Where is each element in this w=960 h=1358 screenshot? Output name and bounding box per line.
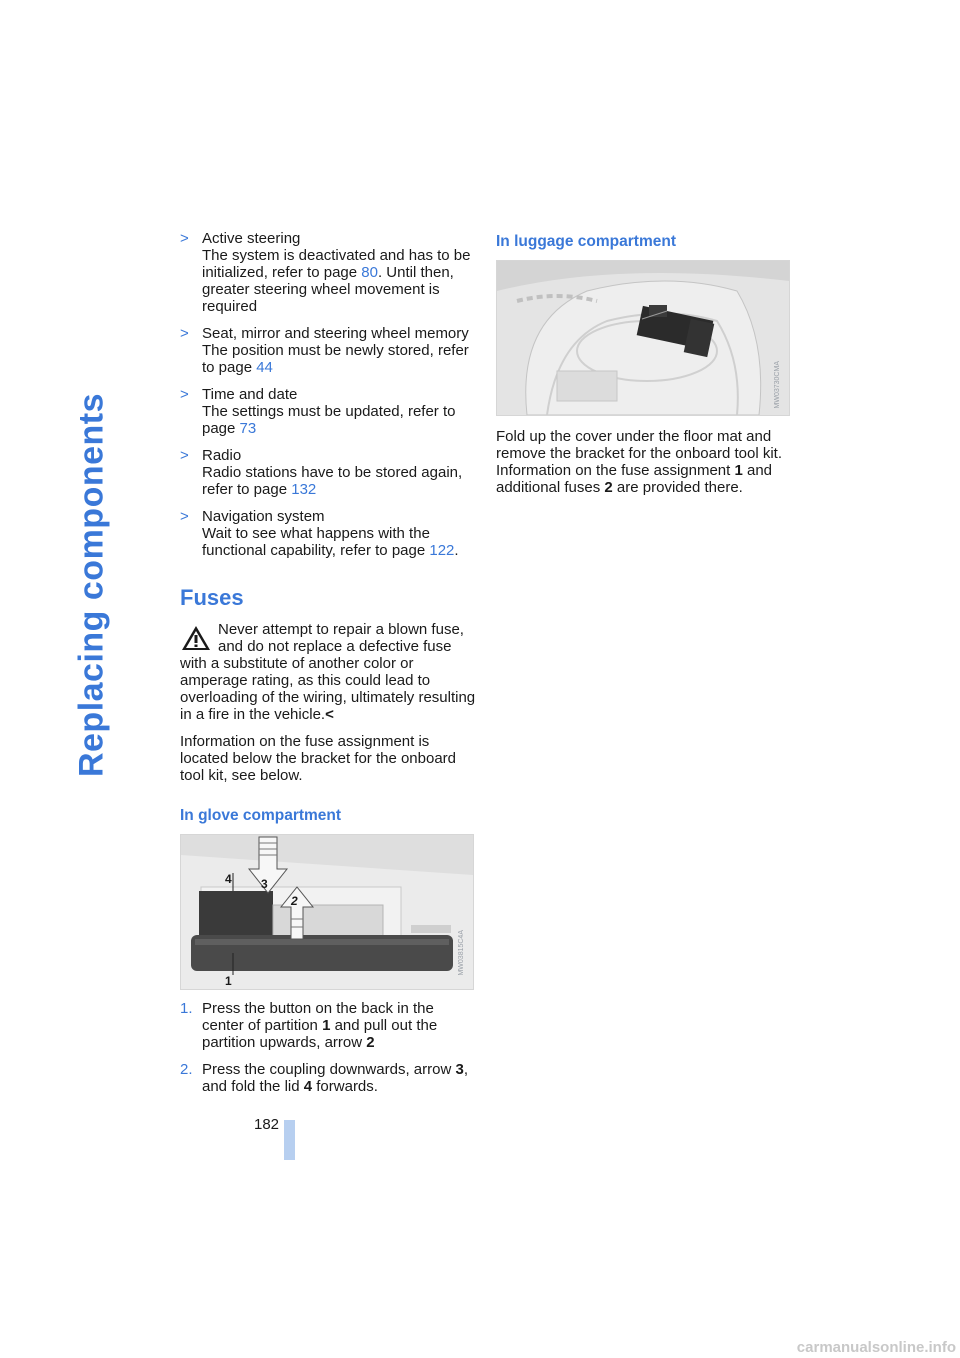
bullet-title: Time and date [202,386,298,403]
page-number: 182 [254,1116,280,1133]
callout-1: 1 [225,974,232,988]
luggage-compartment-illustration [497,261,789,415]
right-column [496,230,792,506]
luggage-text: and additional fuses [496,462,773,496]
step-text: , and fold the lid [202,1061,468,1095]
bullet-mark: > [180,325,189,342]
bullet-text: Wait to see what happens with the functional capability, refer to page [202,525,430,559]
step-text: Press the button on the back in the center of partition [202,1000,434,1034]
bullet-title: Seat, mirror and steering wheel memory [202,325,469,342]
subheading-glove-compartment: In glove compartment [180,807,342,824]
bullet-title: Active steering [202,230,301,247]
warning-text: Never attempt to repair a blown fuse, and do not replace a defective fuse with a substitute of another color or amperage rating, as this could lead to overloading of the wiring, ultimately resulting in a fire in the vehicle. [180,621,476,723]
figure-code: MW03730CMA [774,361,781,409]
figure-code: MW03815C4A [458,930,465,976]
step-text: and pull out the partition upwards, arrow [202,1017,438,1051]
step-number: 2. [180,1061,193,1078]
warning-end-mark: < [325,706,334,723]
bullet-title: Navigation system [202,508,325,525]
glove-compartment-illustration [181,835,473,989]
luggage-ref: 2 [604,479,613,496]
bullet-text-end: . Until then, greater steering wheel movement is required [202,264,454,315]
bullet-mark: > [180,508,189,525]
luggage-text: Fold up the cover under the floor mat and remove the bracket for the onboard tool kit. Information on the fuse assignment [496,428,782,479]
luggage-text: are provided there. [612,479,743,496]
bullet-mark: > [180,230,189,247]
step-number: 1. [180,1000,193,1017]
bullet-text-end: . [454,542,459,559]
bullet-text: Radio stations have to be stored again, refer to page [202,464,463,498]
callout-3: 3 [261,877,268,891]
fuse-info-text: Information on the fuse assignment is located below the bracket for the onboard tool kit, see below. [180,733,457,784]
chapter-title-text: Replacing components [72,392,111,778]
page-link[interactable]: 122 [429,542,455,559]
luggage-ref: 1 [734,462,743,479]
list-item [180,447,476,498]
list-item [180,1000,476,1051]
list-item [180,508,476,559]
glove-compartment-figure [180,834,474,990]
callout-2: 2 [291,894,298,908]
luggage-info-text [496,428,792,496]
list-item [180,386,476,437]
list-item [180,1061,476,1095]
bullet-text: The system is deactivated and has to be initialized, refer to page [202,247,471,281]
luggage-compartment-figure [496,260,790,416]
bullet-title: Radio [202,447,242,464]
left-column [180,230,476,1105]
step-text: forwards. [312,1078,378,1095]
section-heading-fuses: Fuses [180,585,244,610]
subheading-luggage-compartment: In luggage compartment [496,233,676,250]
list-item [180,230,476,315]
page-tab-bar [284,1120,295,1160]
step-ref: 4 [303,1078,313,1095]
callout-4: 4 [225,872,232,886]
step-ref: 3 [455,1061,464,1078]
warning-icon [180,624,212,652]
bullet-mark: > [180,447,189,464]
page-link[interactable]: 73 [239,420,257,437]
list-item [180,325,476,376]
page-link[interactable]: 80 [361,264,378,281]
step-text: Press the coupling downwards, arrow [202,1061,456,1078]
step-ref: 1 [322,1017,331,1034]
warning-block [180,621,476,723]
step-ref: 2 [366,1034,375,1051]
bullet-text: The position must be newly stored, refer to page [202,342,469,376]
page-link[interactable]: 132 [291,481,317,498]
bullet-mark: > [180,386,189,403]
bullet-text: The settings must be updated, refer to page [202,403,456,437]
watermark: carmanualsonline.info [796,1339,956,1356]
page-link[interactable]: 44 [256,359,273,376]
